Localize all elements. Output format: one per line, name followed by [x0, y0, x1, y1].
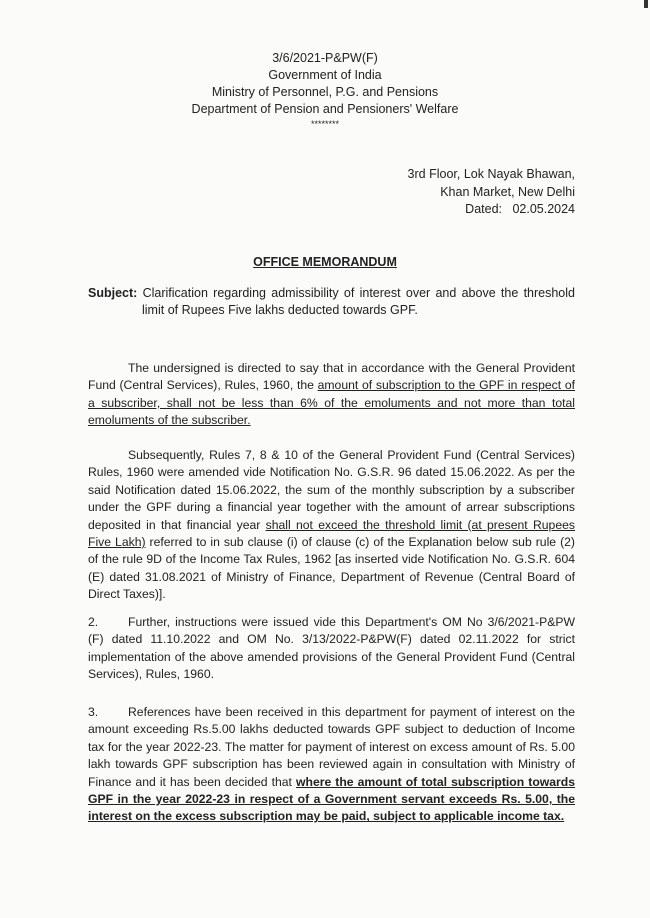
date-value: 02.05.2024: [512, 202, 575, 216]
date-line: [408, 201, 575, 219]
dated-label: Dated:: [465, 202, 503, 216]
para-3-text: Further, instructions were issued vide this Department's OM No 3/6/2021-P&PW (F) dated 11.10.2022 and OM No. 3/13/2022-P&PW(F) dated 02.11.2022 for strict implementation of the above amended provisions of the General Provident Fund (Central Services), Rules, 1960.: [88, 615, 575, 682]
subject: [88, 285, 575, 319]
government-name: Government of India: [268, 68, 382, 82]
paragraph-4: [88, 704, 575, 826]
para-1-text: The undersigned is directed to say that in accordance with the General Provident Fund (Central Services), Rules, 1960, the: [88, 361, 575, 393]
address-line-1: 3rd Floor, Lok Nayak Bhawan,: [407, 167, 575, 181]
para-2-text: Subsequently, Rules 7, 8 & 10 of the General Provident Fund (Central Services) Rules, 1960 were amended vide Notification No. G.S.R. 96 dated 15.06.2022. As per the said Notification dated 15.06.2022, the sum of the monthly subscription by a subscriber under the GPF during a financial year together with the amount of arrear subscriptions deposited in that financial year: [88, 448, 575, 532]
subject-text: Clarification regarding admissibility of interest over and above the threshold limit of Rupees Five lakhs deducted towards GPF.: [142, 286, 575, 317]
para-2-text-end: referred to in sub clause (i) of clause (c) of the Explanation below sub rule (2) of the rule 9D of the Income Tax Rules, 1962 [as inserted vide Notification No. G.S.R. 604 (E) dated 31.08.2021 of Ministry of Finance, Department of Revenue (Central Board of Direct Taxes)].: [88, 535, 575, 602]
department-name: Department of Pension and Pensioners' Welfare: [191, 102, 459, 116]
document-title: OFFICE MEMORANDUM: [253, 255, 397, 269]
para-4-text: References have been received in this department for payment of interest on the amount exceeding Rs.5.00 lakhs deducted towards GPF subject to deduction of Income tax for the year 2022-23. The matter for payment of interest on excess amount of Rs. 5.00 lakh towards GPF subscription has been reviewed again in consultation with Ministry of Finance and it has been decided that: [88, 705, 575, 789]
para-4-decision: where the amount of total subscription towards GPF in the year 2022-23 in respect of a Government servant exceeds Rs. 5.00, the interest on the excess subscription may be paid, subject to applicable income tax.: [88, 774, 575, 824]
ministry-name: Ministry of Personnel, P.G. and Pensions: [211, 85, 439, 99]
paragraph-3: [88, 614, 575, 684]
paragraph-2: [88, 447, 575, 604]
para-3-number: 2.: [88, 615, 99, 629]
para-1-underlined: amount of subscription to the GPF in respect of a subscriber, shall not be less than 6% of the emoluments and not more than total emoluments of the subscriber.: [88, 378, 575, 428]
address-block: [408, 166, 575, 219]
paragraph-1: [88, 360, 575, 430]
file-number: 3/6/2021-P&PW(F): [272, 51, 378, 65]
para-2-underlined: shall not exceed the threshold limit (at present Rupees Five Lakh): [88, 517, 575, 550]
para-4-number: 3.: [88, 705, 99, 719]
subject-label: Subject:: [88, 286, 138, 300]
address-line-2: Khan Market, New Delhi: [440, 184, 575, 199]
scan-mark: [644, 0, 648, 8]
separator: ********: [310, 119, 340, 129]
letterhead: [0, 50, 650, 130]
